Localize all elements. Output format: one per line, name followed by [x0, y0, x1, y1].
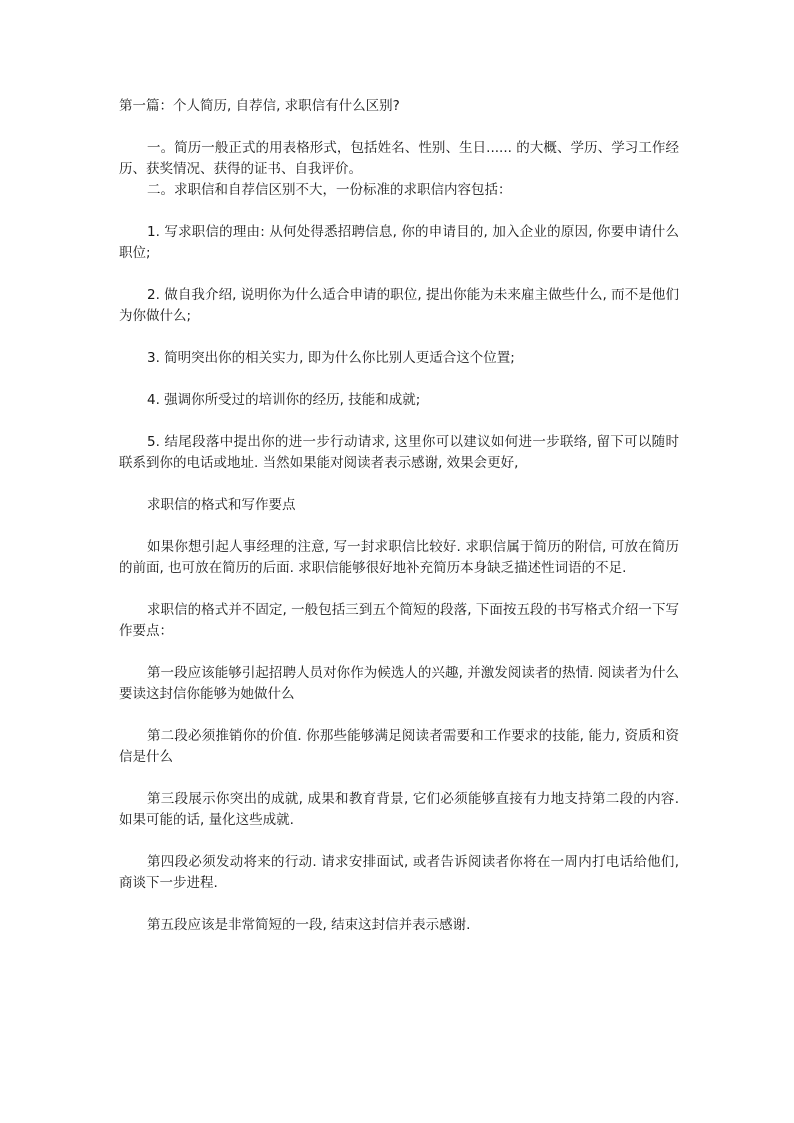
document-title: 第一篇：个人简历, 自荐信, 求职信有什么区别? [119, 98, 400, 114]
paragraph-third-section: 第三段展示你突出的成就, 成果和教育背景, 它们必须能够直接有力地支持第二段的内容. 如果可能的话, 量化这些成就. [119, 791, 679, 828]
paragraph-point-4: 4. 强调你所受过的培训你的经历, 技能和成就; [147, 392, 421, 408]
paragraph-format-structure: 求职信的格式并不固定, 一般包括三到五个简短的段落, 下面按五段的书写格式介绍一下写作要点： [119, 602, 679, 639]
paragraph-point-2: 2. 做自我介绍, 说明你为什么适合申请的职位, 提出你能为未来雇主做些什么, 而不是他们为你做什么; [119, 287, 679, 324]
document-body [119, 96, 679, 936]
paragraph-point-3: 3. 简明突出你的相关实力, 即为什么你比别人更适合这个位置; [147, 350, 515, 366]
paragraph-first-section: 第一段应该能够引起招聘人员对你作为候选人的兴趣, 并激发阅读者的热情. 阅读者为什么要读这封信你能够为她做什么 [119, 665, 679, 702]
paragraph-fourth-section: 第四段必须发动将来的行动. 请求安排面试, 或者告诉阅读者你将在一周内打电话给他们, 商谈下一步进程. [119, 854, 679, 891]
paragraph-resume-definition: 一。简历一般正式的用表格形式，包括姓名、性别、生日...... 的大概、学历、学习工作经历、获奖情况、获得的证书、自我评价。 [119, 140, 679, 177]
paragraph-second-section: 第二段必须推销你的价值. 你那些能够满足阅读者需要和工作要求的技能, 能力, 资质和资信是什么 [119, 728, 679, 765]
paragraph-format-intro: 如果你想引起人事经理的注意, 写一封求职信比较好. 求职信属于简历的附信, 可放在简历的前面, 也可放在简历的后面. 求职信能够很好地补充简历本身缺乏描述性词语的不足. [119, 539, 679, 576]
paragraph-point-5: 5. 结尾段落中提出你的进一步行动请求, 这里你可以建议如何进一步联络, 留下可以随时联系到你的电话或地址. 当然如果能对阅读者表示感谢, 效果会更好, [119, 434, 679, 471]
paragraph-cover-letter-intro: 二。求职信和自荐信区别不大，一份标准的求职信内容包括： [147, 182, 512, 198]
paragraph-fifth-section: 第五段应该是非常简短的一段, 结束这封信并表示感谢. [147, 917, 471, 933]
paragraph-point-1: 1. 写求职信的理由: 从何处得悉招聘信息, 你的申请目的, 加入企业的原因, 你要申请什么职位; [119, 224, 679, 261]
section-heading-format: 求职信的格式和写作要点 [147, 497, 296, 513]
